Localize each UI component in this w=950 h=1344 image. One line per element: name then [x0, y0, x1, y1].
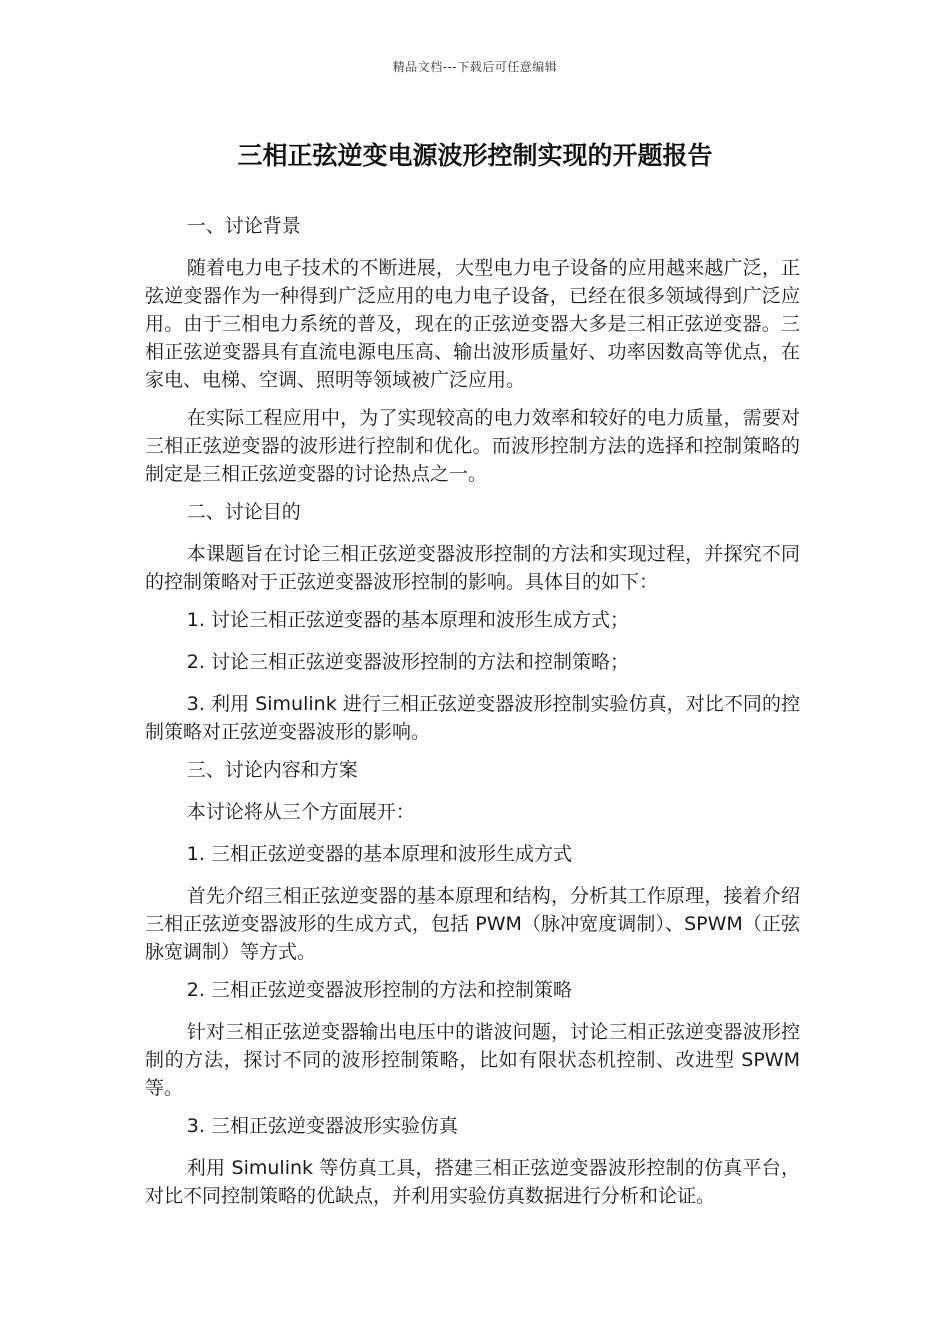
document-body [145, 212, 800, 1220]
purpose-item-2: 2. 讨论三相正弦逆变器波形控制的方法和控制策略； [186, 651, 629, 673]
purpose-item-3: 3. 利用 Simulink 进行三相正弦逆变器波形控制实验仿真，对比不同的控制策略对正弦逆变器波形的影响。 [145, 693, 800, 743]
document-title: 三相正弦逆变电源波形控制实现的开题报告 [237, 141, 713, 170]
plan-paragraph-3: 利用 Simulink 等仿真工具，搭建三相正弦逆变器波形控制的仿真平台，对比不同控制策略的优缺点，并利用实验仿真数据进行分析和论证。 [145, 1157, 800, 1207]
page-header-watermark: 精品文档---下载后可任意编辑 [392, 60, 558, 74]
section-heading-purpose: 二、讨论目的 [186, 501, 301, 523]
section-heading-background: 一、讨论背景 [186, 215, 301, 237]
plan-subheading-3: 3. 三相正弦逆变器波形实验仿真 [186, 1115, 458, 1137]
plan-paragraph-2: 针对三相正弦逆变器输出电压中的谐波问题，讨论三相正弦逆变器波形控制的方法，探讨不同的波形控制策略，比如有限状态机控制、改进型 SPWM 等。 [145, 1021, 800, 1099]
purpose-item-1: 1. 讨论三相正弦逆变器的基本原理和波形生成方式； [186, 609, 629, 631]
section-heading-content-plan: 三、讨论内容和方案 [186, 759, 358, 781]
plan-subheading-2: 2. 三相正弦逆变器波形控制的方法和控制策略 [186, 979, 572, 1001]
paragraph-purpose-intro: 本课题旨在讨论三相正弦逆变器波形控制的方法和实现过程，并探究不同的控制策略对于正弦逆变器波形控制的影响。具体目的如下： [145, 543, 800, 593]
paragraph-plan-intro: 本讨论将从三个方面展开： [186, 801, 415, 823]
plan-paragraph-1: 首先介绍三相正弦逆变器的基本原理和结构，分析其工作原理，接着介绍三相正弦逆变器波形的生成方式，包括 PWM（脉冲宽度调制）、SPWM（正弦脉宽调制）等方式。 [145, 885, 800, 963]
paragraph-background-2: 在实际工程应用中，为了实现较高的电力效率和较好的电力质量，需要对三相正弦逆变器的波形进行控制和优化。而波形控制方法的选择和控制策略的制定是三相正弦逆变器的讨论热点之一。 [145, 407, 800, 485]
paragraph-background-1: 随着电力电子技术的不断进展，大型电力电子设备的应用越来越广泛，正弦逆变器作为一种得到广泛应用的电力电子设备，已经在很多领域得到广泛应用。由于三相电力系统的普及，现在的正弦逆变器大多是三相正弦逆变器。三相正弦逆变器具有直流电源电压高、输出波形质量好、功率因数高等优点，在家电、电梯、空调、照明等领域被广泛应用。 [145, 257, 800, 391]
plan-subheading-1: 1. 三相正弦逆变器的基本原理和波形生成方式 [186, 843, 572, 865]
